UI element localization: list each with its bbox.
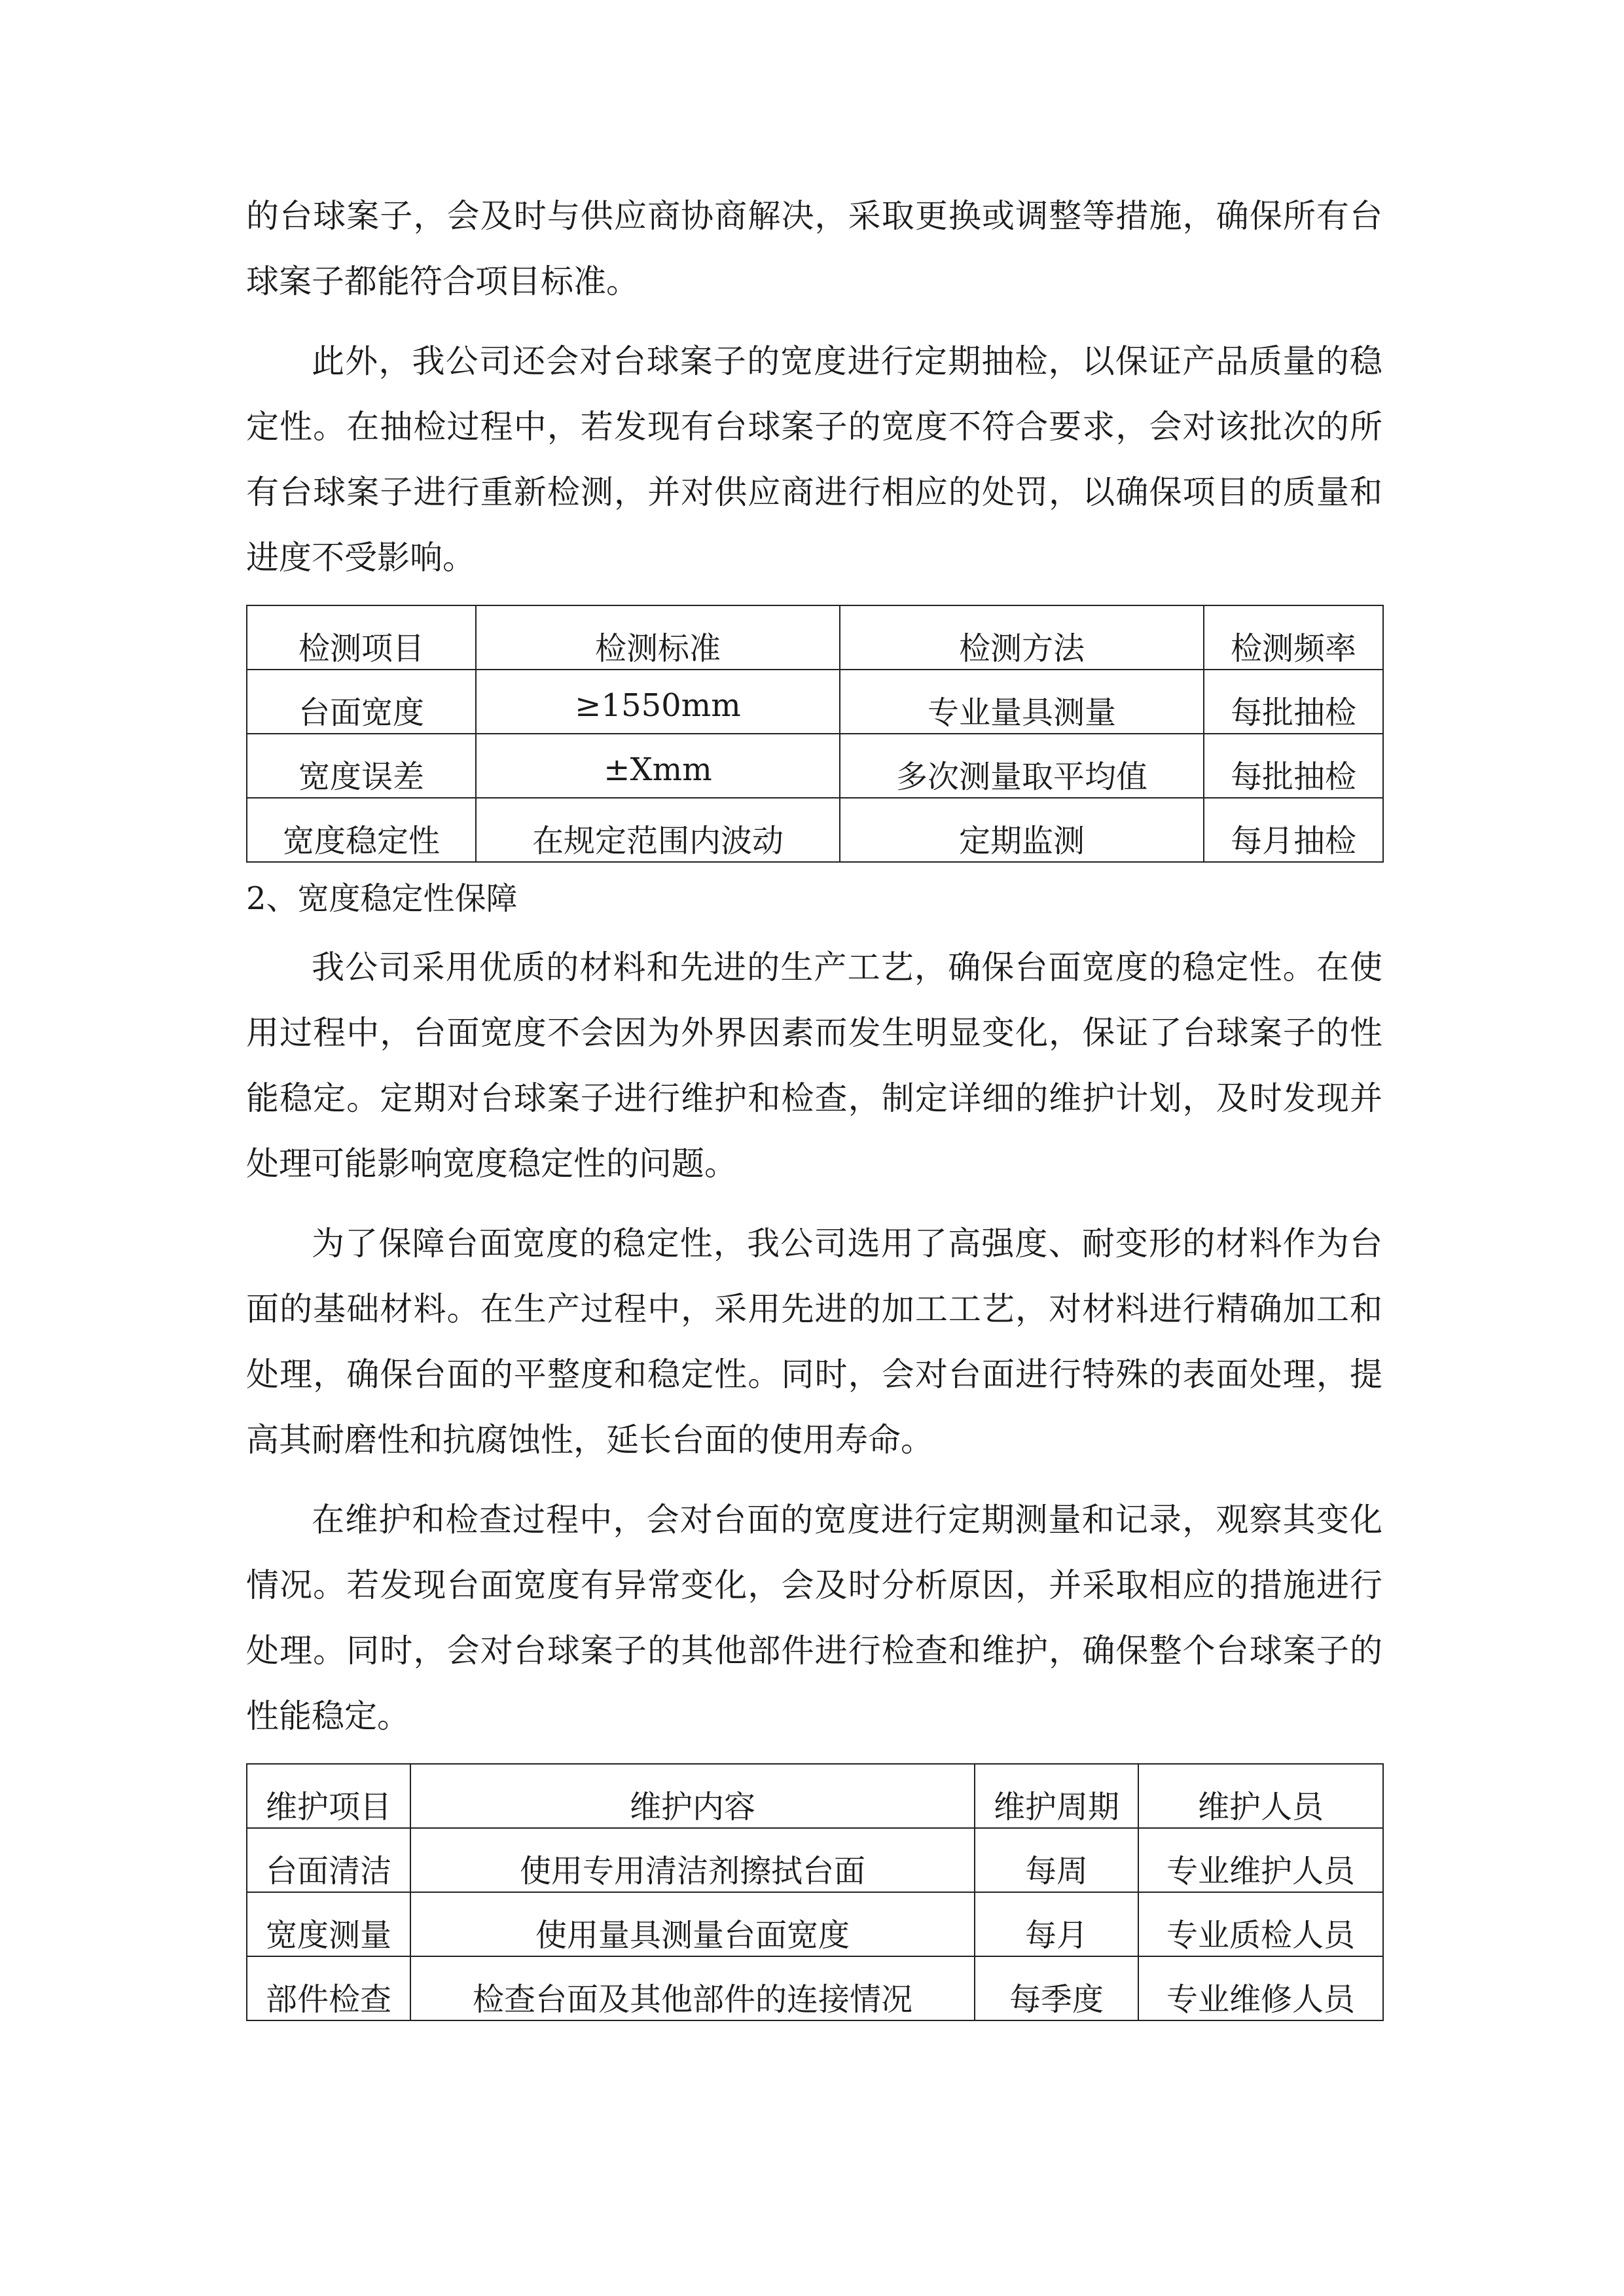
table-cell: 每批抽检 <box>1204 734 1383 798</box>
table-row <box>247 670 1383 734</box>
table-header-row <box>247 605 1383 670</box>
table-cell: 在规定范围内波动 <box>476 798 840 862</box>
table-header-cell: 维护项目 <box>247 1764 410 1828</box>
paragraph-process: 为了保障台面宽度的稳定性，我公司选用了高强度、耐变形的材料作为台面的基础材料。在生产过程中，采用先进的加工工艺，对材料进行精确加工和处理，确保台面的平整度和稳定性。同时，会对台面进行特殊的表面处理，提高其耐磨性和抗腐蚀性，延长台面的使用寿命。 <box>246 1225 1382 1459</box>
maintenance-table <box>246 1763 1384 2021</box>
table-cell: 专业维护人员 <box>1138 1828 1383 1892</box>
table-cell: 多次测量取平均值 <box>840 734 1204 798</box>
table-cell: 每月 <box>975 1892 1138 1956</box>
paragraph-materials: 我公司采用优质的材料和先进的生产工艺，确保台面宽度的稳定性。在使用过程中，台面宽度不会因为外界因素而发生明显变化，保证了台球案子的性能稳定。定期对台球案子进行维护和检查，制定详细的维护计划，及时发现并处理可能影响宽度稳定性的问题。 <box>246 948 1382 1183</box>
table-header-cell: 检测标准 <box>476 605 840 670</box>
paragraph-maintenance: 在维护和检查过程中，会对台面的宽度进行定期测量和记录，观察其变化情况。若发现台面宽度有异常变化，会及时分析原因，并采取相应的措施进行处理。同时，会对台球案子的其他部件进行检查和维护，确保整个台球案子的性能稳定。 <box>246 1501 1382 1735</box>
table-header-row <box>247 1764 1383 1828</box>
table-row <box>247 1828 1383 1892</box>
table-cell: 每周 <box>975 1828 1138 1892</box>
paragraph-continuation: 的台球案子，会及时与供应商协商解决，采取更换或调整等措施，确保所有台球案子都能符合项目标准。 <box>246 197 1382 300</box>
table-cell: 宽度稳定性 <box>247 798 476 862</box>
table-cell: 每批抽检 <box>1204 670 1383 734</box>
table-cell: 使用专用清洁剂擦拭台面 <box>410 1828 975 1892</box>
table-cell: 台面清洁 <box>247 1828 410 1892</box>
table-cell: 使用量具测量台面宽度 <box>410 1892 975 1956</box>
table-header-cell: 检测频率 <box>1204 605 1383 670</box>
table-cell: 宽度测量 <box>247 1892 410 1956</box>
table-header-cell: 维护人员 <box>1138 1764 1383 1828</box>
table-cell: 部件检查 <box>247 1956 410 2020</box>
table-row <box>247 734 1383 798</box>
table-cell: 检查台面及其他部件的连接情况 <box>410 1956 975 2020</box>
document-page <box>246 183 1382 2021</box>
table-cell: 每季度 <box>975 1956 1138 2020</box>
table-header-cell: 维护内容 <box>410 1764 975 1828</box>
inspection-table <box>246 605 1384 863</box>
table-header-cell: 维护周期 <box>975 1764 1138 1828</box>
table-cell: 定期监测 <box>840 798 1204 862</box>
paragraph-spot-check: 此外，我公司还会对台球案子的宽度进行定期抽检，以保证产品质量的稳定性。在抽检过程中，若发现有台球案子的宽度不符合要求，会对该批次的所有台球案子进行重新检测，并对供应商进行相应的处罚，以确保项目的质量和进度不受影响。 <box>246 342 1382 577</box>
table-cell: 专业维修人员 <box>1138 1956 1383 2020</box>
table-header-cell: 检测项目 <box>247 605 476 670</box>
table-row <box>247 798 1383 862</box>
table-cell: 每月抽检 <box>1204 798 1383 862</box>
table-row <box>247 1892 1383 1956</box>
table-header-cell: 检测方法 <box>840 605 1204 670</box>
table-cell: 专业质检人员 <box>1138 1892 1383 1956</box>
table-cell: ±Xmm <box>476 734 840 798</box>
section-heading: 2、宽度稳定性保障 <box>246 880 518 917</box>
table-cell: 宽度误差 <box>247 734 476 798</box>
table-cell: 台面宽度 <box>247 670 476 734</box>
table-cell: ≥1550mm <box>476 670 840 734</box>
table-row <box>247 1956 1383 2020</box>
table-cell: 专业量具测量 <box>840 670 1204 734</box>
